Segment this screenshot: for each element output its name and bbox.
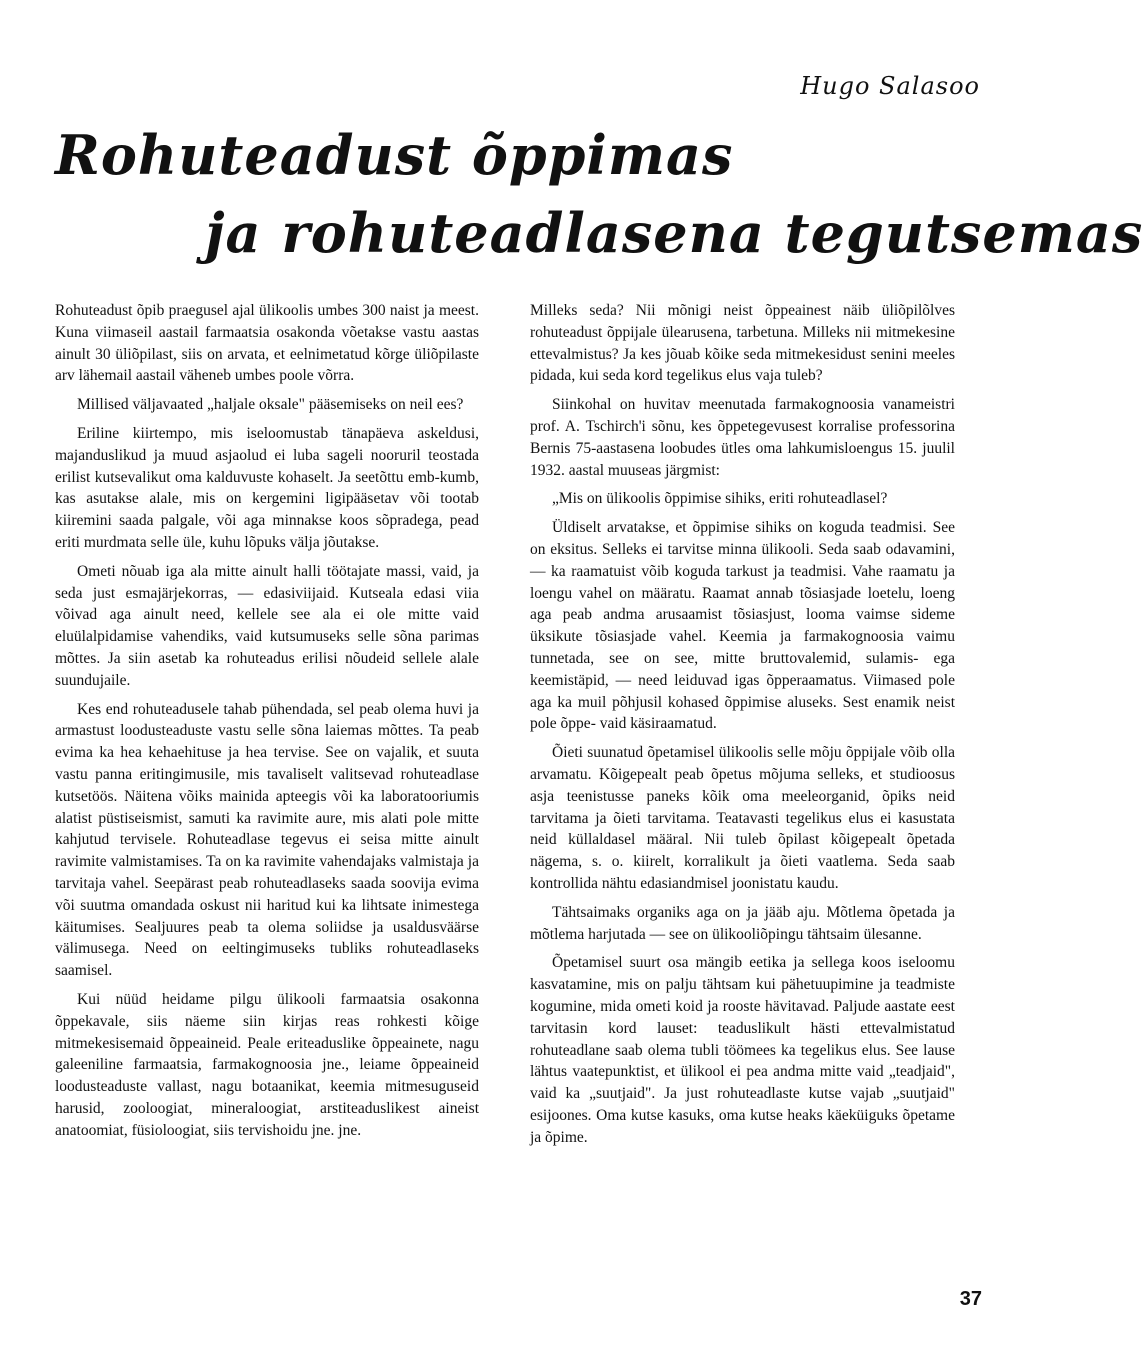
paragraph: Kes end rohuteadusele tahab pühendada, sel peab olema huvi ja armastust loodusteaduste vastu selle sõna laiemas mõttes. Ta peab evima ka hea kehaehituse ja hea tervise. See on vajalik, et suuta vastu panna eritingimusile, mis tavaliselt valitsevad rohuteadlase kutsetöös. Näitena võiks mainida apteegis või ka laboratooriumis alatist püstiseismist, samuti ka ravimite aure, mis alati pole mitte kahjutud tervisele. Rohuteadlase tegevus ei seisa mitte ainult ravimite valmistamises. Ta on ka ravimite vahendajaks valmistaja ja tarvitaja vahel. Seepärast peab rohuteadlaseks saada soovija evima või suutma omandada oskust nii haritud kui ka lihtsate inimestega käitumises. Sealjuures peab ta olema soliidse ja usaldusväärse välimusega. Need on eeltingimuseks tubliks rohuteadlaseks saamisel.	[55, 700, 479, 980]
paragraph: Eriline kiirtempo, mis iseloomustab tänapäeva askeldusi, majanduslikud ja muud asjaolud ei luba sageli nooruril teostada erilist kutsevalikut oma kalduvuste kohaselt. Ja seetõttu emb-kumb, kas asutakse alale, mis on kergemini ligipääsetav või tootab kiiremini saada palgale, või aga minnakse koos sõpradega, pead eriti murdmata selle üle, kuhu lõpuks välja jõutakse.	[55, 424, 479, 551]
paragraph: Ometi nõuab iga ala mitte ainult halli töötajate massi, vaid, ja seda just esmajärjekorras, — edasiviijaid. Kutseala edasi viia võivad aga ainult need, kellele see ala ei ole mitte vaid eluülalpidamise vahendiks, vaid kutsumuseks selle sõna parimas mõttes. Ja siin asetab ka rohuteadus erilisi nõudeid sellele alale suundujaile.	[55, 562, 479, 689]
paragraph: Kui nüüd heidame pilgu ülikooli farmaatsia osakonna õppekavale, siis näeme siin kirjas reas rohkesti kõige mitmekesisemaid õppeaineid. Peale eriteaduslike õppeainete, nagu galeeniline farmaatsia, farmakognoosia jne., leiame õppeaineid loodusteaduste vallast, nagu botaanikat, keemia mitmesuguseid harusid, zooloogiat, mineraloogiat, arstiteaduslikest aineist anatoomiat, füsioloogiat, siis tervishoidu jne. jne.	[55, 990, 479, 1139]
paragraph: Rohuteadust õpib praegusel ajal ülikoolis umbes 300 naist ja meest. Kuna viimaseil aastail farmaatsia osakonda võetakse vastu aastas ainult 30 üliõpilast, siis on arvata, et eelnimetatud kõrge üliõpilaste arv lähemail aastail väheneb umbes poole võrra.	[55, 302, 479, 385]
paragraph: Millised väljavaated „haljale oksale" pääsemiseks on neil ees?	[77, 396, 464, 414]
author-signature: Hugo Salasoo	[800, 72, 980, 100]
article-title-line-2: ja rohuteadlasena tegutsemas	[205, 201, 1143, 265]
paragraph: Siinkohal on huvitav meenutada farmakognoosia vanameistri prof. A. Tschirch'i sõnu, kes õppetegevusest korralise professorina Bernis 75-aastasena loobudes ütles oma lahkumisloengus 15. juulil 1932. aastal muuseas järgmist:	[530, 396, 955, 479]
quote-paragraph: „Mis on ülikoolis õppimise sihiks, eriti rohuteadlasel?	[552, 490, 888, 508]
quote-paragraph: Üldiselt arvatakse, et õppimise sihiks on koguda teadmisi. See on eksitus. Selleks ei tarvitse minna ülikooli. Seda saab odavamini, — ka raamatuist võib koguda tarkust ja teadmisi. Vahe raamatu ja loengu vahel on määratu. Raamat annab tõsiasjade loetelu, loeng aga peab andma arusaamist tõsiasjust, looma vaimse sideme üksikute tõsiasjade vahel. Keemia ja farmakognoosia vaimu tunnetada, see on see, mitte bruttovalemid, sulamis- ega keemistäpid, — need leiduvad igas õpperaamatus. Viimased pole aga ka muil põhjusil kohased õppimise aluseks. Sest enamik neist pole õppe- vaid käsiraamatud.	[530, 519, 955, 733]
paragraph: Milleks seda? Nii mõnigi neist õppeainest näib üliõpilõlves rohuteadust õppijale ülearusena, tarbetuna. Milleks nii mitmekesine ettevalmistus? Ja kes jõuab kõike seda mitmekesidust senini meeles pidada, kui seda kord tegelikus elus vaja tuleb?	[530, 302, 955, 385]
quote-paragraph: Õieti suunatud õpetamisel ülikoolis selle mõju õppijale võib olla arvamatu. Kõigepealt peab õpetus mõjuma selleks, et studioosus asja teenistusse paneks kõik oma meeleorganid, õpiks neid tarvitama ja õieti tarvitama. Teatavasti tegelikus elus ei kasustata neid küllaldasel määral. Nii tuleb õpilast kõigepealt õpetada nägema, s. o. kiirelt, korralikult ja õieti vaatlema. Seda saab kontrollida nähtu edasiandmisel joonistatu kaudu.	[530, 744, 955, 892]
left-column	[55, 300, 479, 1148]
quote-paragraph: Tähtsaimaks organiks aga on ja jääb aju. Mõtlema õpetada ja mõtlema harjutada — see on ülikooliõpingu tähtsaim ülesanne.	[530, 903, 955, 943]
article-title-line-1: Rohuteadust õppimas	[55, 123, 734, 187]
right-column	[530, 300, 955, 1155]
quote-paragraph: Õpetamisel suurt osa mängib eetika ja sellega koos iseloomu kasvatamine, mis on palju tähtsam kui pähetuupimine ja teadmiste kogumine, mida ometi koid ja rooste hävitavad. Paljude aastate eest tarvitasin kord lauset: teaduslikult hästi ettevalmistatud rohuteadlane saab olema tubli töömees ka tegelikus elus. See lause lähtus vaatepunktist, et ülikool ei pea andma mitte vaid „teadjaid", vaid ka „suutjaid". Ja just rohuteadlaste kutse vajab „suutjaid" esijoones. Oma kutse kasuks, oma kutse heaks käeküiguks õpetame ja õpime.	[530, 954, 955, 1146]
page-number: 37	[959, 1288, 982, 1310]
